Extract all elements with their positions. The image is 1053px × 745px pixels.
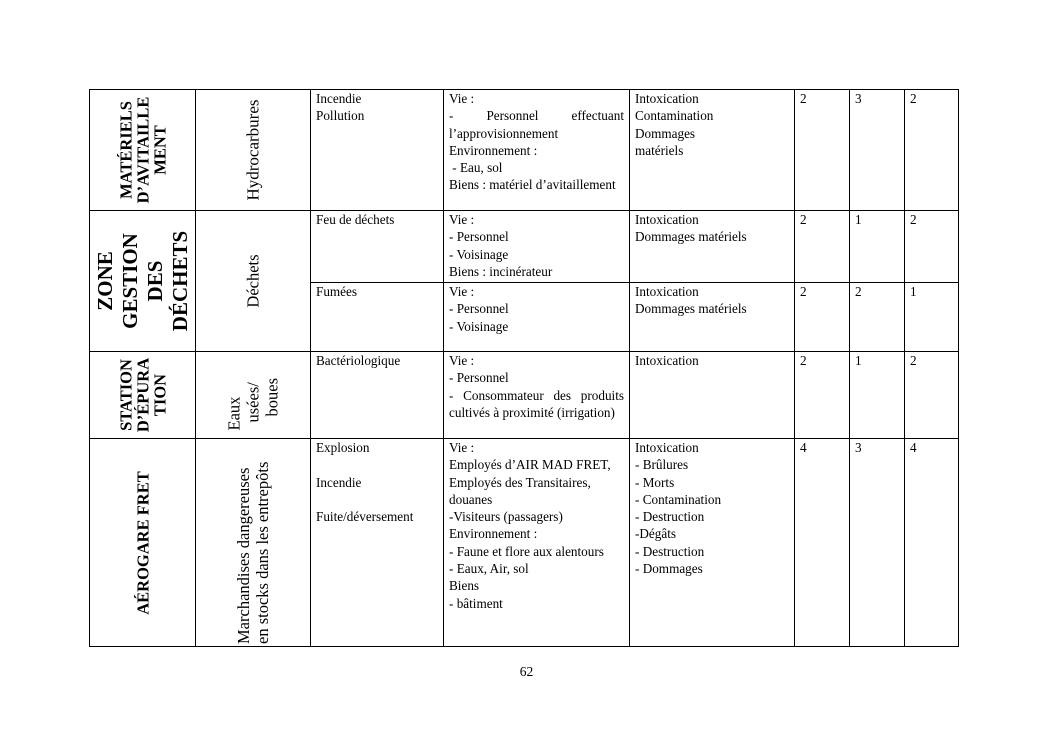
effect-line: Intoxication [635,284,699,299]
event-line: Pollution [316,108,365,124]
exposed-line: Biens [449,578,480,594]
event-line: Explosion [316,440,370,455]
zone-line: MENT [150,125,169,175]
exposed-line: - Eaux, Air, sol [449,561,529,577]
effect-line: - Destruction [635,509,705,525]
source-line: en stocks dans les entrepôts [253,461,272,644]
hazard-source-cell [196,211,311,352]
event-cell [311,439,444,647]
risk-assessment-table [89,89,959,647]
table-row [90,90,959,211]
score-cell: 3 [850,439,905,647]
event-cell [311,90,444,211]
score-cell: 3 [850,90,905,211]
effects-cell [630,211,795,283]
event-cell [311,211,444,283]
score-cell: 2 [905,211,959,283]
zone-line: TION [150,373,169,417]
zone-cell [90,439,196,647]
event-line: Feu de déchets [316,212,395,227]
exposed-line: Vie : [449,212,475,227]
zone-line: DÉCHETS [167,230,192,332]
exposed-line: Vie : [449,284,475,299]
exposed-line: Vie : [449,353,475,368]
exposed-line: - Personnel [449,229,509,245]
effects-cell [630,283,795,352]
table-row [90,439,959,647]
effect-line: Contamination [635,108,714,124]
exposed-line: Biens : matériel d’avitaillement [449,177,616,193]
effects-cell [630,439,795,647]
score-cell: 4 [905,439,959,647]
effects-cell [630,352,795,439]
effect-line: Dommages matériels [635,301,747,317]
score-cell: 1 [905,283,959,352]
effect-line: - Brûlures [635,457,689,473]
exposed-line: Employés d’AIR MAD FRET, [449,457,611,473]
exposed-line: - Voisinage [449,246,509,262]
score-cell: 4 [795,439,850,647]
exposed-line: - Personnel effectuant l’approvisionnement [449,108,624,141]
zone-cell [90,352,196,439]
score-cell: 2 [795,283,850,352]
score-cell: 2 [795,90,850,211]
source-line: Marchandises dangereuses [234,467,253,644]
score-cell: 2 [795,211,850,283]
hazard-source-cell [196,352,311,439]
effect-line: Dommages matériels [635,229,747,245]
zone-line: GESTION [117,233,142,329]
exposed-line: - bâtiment [449,595,503,611]
event-line: Bactériologique [316,353,401,368]
effect-line: Intoxication [635,353,699,368]
exposed-cell [444,90,630,211]
effect-line: Intoxication [635,440,699,455]
table-row [90,211,959,283]
effect-line: - Contamination [635,491,722,507]
effect-line: Intoxication [635,91,699,106]
exposed-line: Biens : incinérateur [449,263,553,279]
exposed-line: - Faune et flore aux alentours [449,543,604,559]
exposed-line: Vie : [449,440,475,455]
hazard-source-cell [196,439,311,647]
exposed-line: - Personnel [449,370,509,386]
score-cell: 2 [850,283,905,352]
zone-line: MATÉRIELS [116,101,135,199]
exposed-cell [444,439,630,647]
effect-line: - Dommages [635,561,703,577]
zone-line: AÉROGARE FRET [133,470,152,615]
effects-cell [630,90,795,211]
event-cell [311,283,444,352]
score-cell: 2 [795,352,850,439]
page-number: 62 [519,664,534,679]
exposed-line: Vie : [449,91,475,106]
score-cell: 1 [850,352,905,439]
score-cell: 2 [905,352,959,439]
zone-line: D’ÉPURA [133,357,152,433]
source-line: usées/ [243,382,263,423]
effect-line: Dommages [635,125,696,141]
source-line: Déchets [243,254,263,308]
exposed-line: Environnement : [449,142,538,158]
exposed-line: - Personnel [449,301,509,317]
zone-line: STATION [116,359,135,431]
zone-cell [90,90,196,211]
hazard-source-cell [196,90,311,211]
event-line: Fuite/déversement [316,509,414,525]
event-cell [311,352,444,439]
exposed-line: Employés des Transitaires, douanes [449,474,591,507]
event-line: Incendie [316,91,362,106]
effect-line: - Destruction [635,543,705,559]
source-line: boues [262,378,282,417]
event-line: Incendie [316,474,362,490]
effect-line: -Dégâts [635,526,677,542]
source-line: Hydrocarbures [243,99,263,201]
blank-line [316,491,438,508]
effect-line: - Morts [635,474,675,490]
score-cell: 1 [850,211,905,283]
exposed-cell [444,211,630,283]
exposed-line: - Eau, sol [449,160,503,176]
zone-line: D’AVITAILLE [133,96,152,204]
exposed-line: -Visiteurs (passagers) [449,509,563,525]
score-cell: 2 [905,90,959,211]
exposed-cell [444,352,630,439]
zone-cell [90,211,196,352]
event-line: Fumées [316,284,358,299]
zone-line: ZONE [92,251,117,311]
exposed-line: - Consommateur des produits cultivés à proximité (irrigation) [449,387,624,420]
blank-line [316,456,438,473]
exposed-cell [444,283,630,352]
exposed-line: Environnement : [449,526,538,542]
effect-line: matériels [635,142,684,158]
effect-line: Intoxication [635,212,699,227]
exposed-line: - Voisinage [449,318,509,334]
table-row [90,352,959,439]
zone-line: DES [142,260,167,302]
source-line: Eaux [224,396,244,431]
